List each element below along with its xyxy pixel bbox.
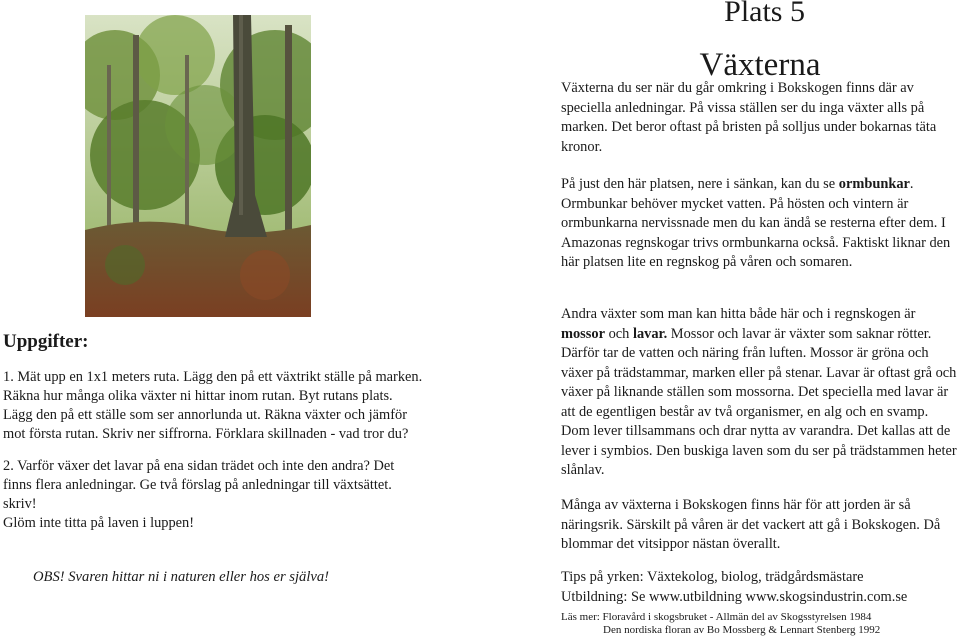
naring-paragraph: Många av växterna i Bokskogen finns här för att jorden är så näringsrik. Särskilt på våren är det vackert att gå i Bokskogen. Då blommar det vitsippor nästan överallt. — [561, 497, 941, 552]
yrken-utbildning: Utbildning: Se www.utbildning www.skogsindustrin.com.se — [561, 588, 908, 605]
yrken-block — [561, 568, 957, 607]
task-2: 2. Varför växer det lavar på ena sidan trädet och inte den andra? Det finns flera anledningar. Ge två förslag på anledningar till växtsättet. skriv! Glöm inte titta på laven i luppen! — [3, 458, 395, 531]
ormbunkar-paragraph: På just den här platsen, nere i sänkan, kan du se ormbunkar. Ormbunkar behöver mycket vatten. På hösten och vintern är ormbunkarna nervissnade men du kan ändå se resterna efter dem. I Amazonas regnskogar trivs ormbunkarna också. Faktiskt liknar den här platsen lite en regnskog på våren och somaren. — [561, 176, 951, 270]
reference-1: Läs mer: Floravård i skogsbruket - Allmän del av Skogsstyrelsen 1984 — [561, 611, 872, 623]
references — [561, 611, 957, 637]
obs-note: OBS! Svaren hittar ni i naturen eller hos er själva! — [33, 569, 330, 585]
page-number-heading: Plats 5 — [724, 0, 805, 28]
yrken-tips: Tips på yrken: Växtekolog, biolog, trädgårdsmästare — [561, 569, 864, 585]
task-1: 1. Mät upp en 1x1 meters ruta. Lägg den på ett växtrikt ställe på marken. Räkna hur många olika växter ni hittar inom rutan. Byt rutans plats. Lägg den på ett ställe som ser annorlunda ut. Räkna växter och jämför mot första rutan. Skriv ner siffrorna. Förklara skillnaden - vad tror du? — [3, 369, 423, 442]
tasks-list — [3, 368, 423, 533]
intro-paragraph: Växterna du ser när du går omkring i Bokskogen finns där av speciella anledningar. På vissa ställen ser du inga växter alls på marken. Det beror oftast på bristen på solljus under bokarnas täta kronor. — [561, 80, 937, 155]
page-title: Växterna — [699, 47, 821, 83]
mossor-lavar-paragraph: Andra växter som man kan hitta både här och i regnskogen är mossor och lavar. Mossor och lavar är växter som saknar rötter. Därför tar de vatten och näring från luften. Mossor är gröna och växer på trädstammar, marken eller på stenar. Lavar är oftast grå och växer på liknande ställen som mossorna. Det speciella med lavar är att de egentligen består av två organismer, en alg och en svamp. Dom lever tillsammans och drar nytta av varandra. Det kallas att de lever i symbios. Den buskiga laven som du ser på trädstammen heter slånlav. — [561, 306, 957, 478]
reference-2: Den nordiska floran av Bo Mossberg & Lennart Stenberg 1992 — [603, 624, 881, 636]
tasks-heading: Uppgifter: — [3, 331, 89, 352]
forest-photo — [85, 15, 311, 317]
